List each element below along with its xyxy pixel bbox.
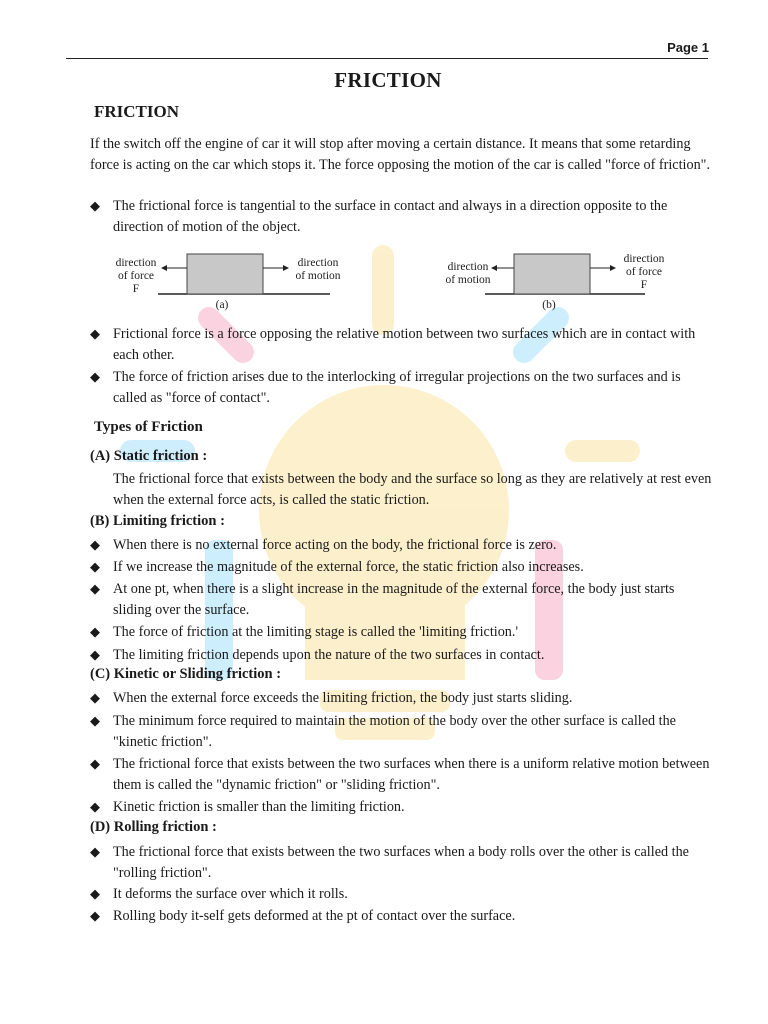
bullet-diamond-icon: ◆ [90, 909, 100, 924]
bullet-text: It deforms the surface over which it rolls. [113, 886, 348, 902]
bullet-diamond-icon: ◆ [90, 625, 100, 640]
bullet-text: If we increase the magnitude of the external force, the static friction also increases. [113, 559, 584, 575]
section-title: FRICTION [94, 102, 180, 121]
list-item [90, 688, 712, 709]
diagram-b-right-l3: F [640, 279, 648, 291]
bullet-text: The frictional force that exists between the two surfaces when a body rolls over the other is called the "rolling friction". [113, 844, 689, 881]
bullet-diamond-icon: ◆ [90, 582, 100, 597]
rolling-heading: (D) Rolling friction : [90, 819, 217, 835]
list-item [90, 797, 712, 818]
list-item [90, 645, 712, 666]
bullet-text: At one pt, when there is a slight increase in the magnitude of the external force, the body just starts sliding over the surface. [113, 581, 675, 618]
page-number: Page 1 [667, 40, 709, 55]
intro-paragraph: If the switch off the engine of car it will stop after moving a certain distance. It means that some retarding force is acting on the car which stops it. The force opposing the motion of the car is called "force of friction". [90, 136, 711, 173]
bullet-text: The limiting friction depends upon the nature of the two surfaces in contact. [113, 647, 545, 663]
diagram-b-caption: (b) [542, 299, 556, 311]
page-title: FRICTION [334, 68, 442, 92]
diagram-b-right-l2: of force [625, 266, 663, 278]
diagram-b [445, 253, 664, 311]
diagram-a-left-l3: F [132, 283, 140, 295]
bullet-text: The force of friction arises due to the interlocking of irregular projections on the two surfaces and is called as "force of contact". [113, 369, 681, 406]
bullet-diamond-icon: ◆ [90, 199, 100, 214]
list-item [90, 754, 712, 796]
bullet-text: The frictional force is tangential to the surface in contact and always in a direction opposite to the direction of motion of the object. [113, 198, 668, 235]
bullet-text: Kinetic friction is smaller than the limiting friction. [113, 799, 405, 815]
header-rule [66, 58, 708, 59]
bullet-diamond-icon: ◆ [90, 845, 100, 860]
diagram-b-right-l1: direction [623, 253, 665, 265]
diagram-a [116, 254, 341, 311]
bullet-diamond-icon: ◆ [90, 887, 100, 902]
bullet-text: The force of friction at the limiting stage is called the 'limiting friction.' [113, 624, 519, 640]
list-item [90, 196, 712, 238]
static-heading: (A) Static friction : [90, 448, 208, 464]
bullet-text: The frictional force that exists between the two surfaces when there is a uniform relative motion between them is called the "dynamic friction" or "sliding friction". [113, 756, 710, 793]
bullet-diamond-icon: ◆ [90, 538, 100, 553]
diagram-b-left-l2: of motion [445, 274, 491, 286]
bullet-text: When there is no external force acting on the body, the frictional force is zero. [113, 537, 557, 553]
bullet-text: Frictional force is a force opposing the relative motion between two surfaces which are in contact with each other. [113, 326, 696, 363]
diagram-a-right-l1: direction [297, 257, 339, 269]
diagram-a-right-l2: of motion [295, 270, 341, 282]
bullet-diamond-icon: ◆ [90, 691, 100, 706]
types-heading: Types of Friction [94, 419, 203, 435]
diagram-a-caption: (a) [215, 299, 229, 311]
list-item [90, 557, 712, 578]
list-item [90, 711, 712, 753]
bullet-diamond-icon: ◆ [90, 757, 100, 772]
list-item [90, 367, 712, 409]
diagram-a-left-l1: direction [115, 257, 157, 269]
bullet-diamond-icon: ◆ [90, 800, 100, 815]
kinetic-heading: (C) Kinetic or Sliding friction : [90, 666, 282, 682]
list-item [90, 906, 712, 927]
list-item [90, 535, 712, 556]
list-item [90, 622, 712, 643]
limiting-heading: (B) Limiting friction : [90, 513, 225, 529]
diagram-a-left-l2: of force [117, 270, 155, 282]
bullet-diamond-icon: ◆ [90, 370, 100, 385]
list-item [90, 579, 712, 621]
bullet-diamond-icon: ◆ [90, 560, 100, 575]
diagram-b-left-l1: direction [447, 261, 489, 273]
list-item [90, 842, 712, 884]
bullet-diamond-icon: ◆ [90, 648, 100, 663]
bullet-diamond-icon: ◆ [90, 714, 100, 729]
static-text: The frictional force that exists between the body and the surface so long as they are relatively at rest even when the external force acts, is called the static friction. [113, 471, 712, 508]
bullet-text: Rolling body it-self gets deformed at the pt of contact over the surface. [113, 908, 516, 924]
friction-diagram [110, 246, 670, 316]
list-item [90, 884, 712, 905]
bullet-text: The minimum force required to maintain the motion of the body over the other surface is called the "kinetic friction". [113, 713, 676, 750]
list-item [90, 324, 712, 366]
bullet-text: When the external force exceeds the limiting friction, the body just starts sliding. [113, 690, 573, 706]
bullet-diamond-icon: ◆ [90, 327, 100, 342]
